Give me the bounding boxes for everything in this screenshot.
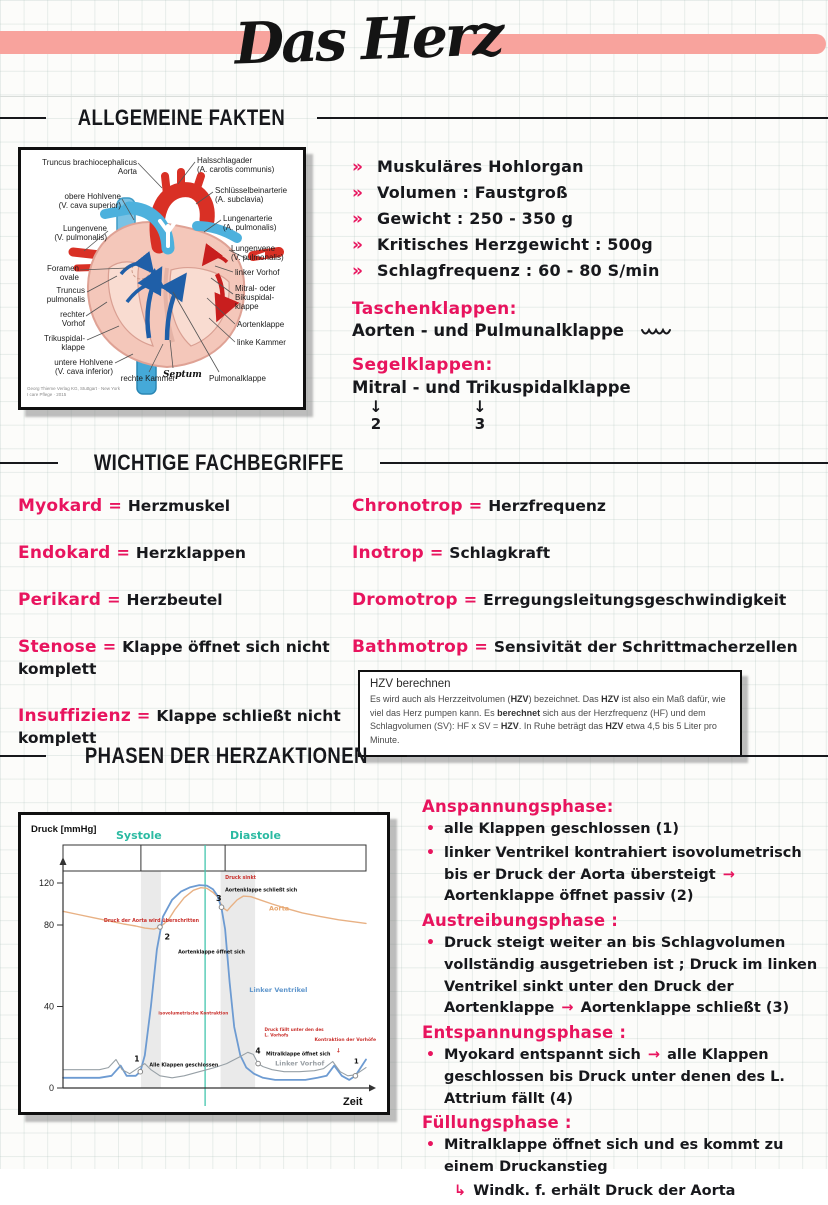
chart-annotation: Druck der Aorta wird überschritten bbox=[103, 918, 200, 924]
fact-item bbox=[352, 157, 812, 177]
equals-sign: = bbox=[474, 637, 488, 656]
leader-line bbox=[87, 276, 117, 292]
term-meaning: Herzbeutel bbox=[126, 591, 223, 609]
equals-sign: = bbox=[107, 590, 121, 609]
leader-line bbox=[115, 354, 133, 363]
header-rule-left bbox=[0, 755, 46, 757]
fact-text: Schlagfrequenz : 60 - 80 S/min bbox=[376, 261, 660, 280]
diagram-label-line: Truncus brachiocephalicus bbox=[42, 158, 137, 167]
phase-bullet bbox=[422, 1045, 824, 1110]
term-meaning: Klappe öffnet sich nicht komplett bbox=[18, 638, 330, 678]
diagram-label-line: (V. pulmonalis) bbox=[231, 253, 284, 263]
term-definition bbox=[18, 542, 363, 564]
diagram-label-line: Lungenarterie bbox=[223, 214, 273, 223]
section-title: ALLGEMEINE FAKTEN bbox=[77, 105, 286, 130]
figure-credit bbox=[27, 386, 120, 398]
term-word: Insuffizienz bbox=[18, 706, 131, 726]
diagram-label-line: (V. cava superior) bbox=[58, 201, 121, 211]
diagram-label-line: (V. pulmonalis) bbox=[54, 233, 107, 243]
diagram-label bbox=[231, 244, 303, 262]
diagram-label bbox=[237, 320, 303, 329]
fact-text: Gewicht : 250 - 350 g bbox=[376, 209, 574, 228]
event-marker-1 bbox=[353, 1074, 358, 1079]
chart-annotation: isovolumetrische Kontraktion bbox=[158, 1010, 229, 1016]
hzv-bold-text: HZV bbox=[500, 721, 519, 731]
phase-bullet-text: Myokard entspannt sich → alle Klappen geschlossen bis Druck unter denen des L. Attrium fällt (4) bbox=[443, 1047, 785, 1107]
bullet-dot-icon: • bbox=[426, 935, 435, 951]
term-definition bbox=[352, 589, 822, 611]
diagram-label bbox=[209, 374, 293, 383]
chart-annotation-line: Druck fällt unter den des bbox=[264, 1026, 324, 1032]
phase-bullet-text: Druck steigt weiter an bis Schlagvolumen vollständig ausgetrieben ist ; Druck im linken Ventrikel sinkt unter den Druck der Aortenklappe → Aortenklappe schließt (3) bbox=[443, 935, 818, 1017]
term-meaning: Sensivität der Schrittmacherzellen bbox=[493, 638, 798, 656]
phase-bullet-text: alle Klappen geschlossen (1) bbox=[443, 821, 680, 837]
chart-annotation: 4 bbox=[255, 1046, 261, 1056]
diastole-label: Diastole bbox=[230, 829, 281, 842]
title-decoration-bar-right bbox=[452, 34, 826, 54]
diagram-label-line: Trikuspidal- bbox=[43, 334, 85, 343]
down-arrow-icon: ↓ bbox=[473, 397, 487, 416]
equals-sign: = bbox=[108, 496, 122, 515]
header-rule-left bbox=[0, 117, 46, 119]
chevron-bullet-icon: » bbox=[352, 183, 363, 203]
diagram-label-line: linker Vorhof bbox=[235, 268, 280, 277]
term-definition bbox=[18, 636, 363, 680]
diagram-label-line: Lungenvene bbox=[62, 224, 107, 233]
arrow-icon: → bbox=[561, 1000, 574, 1017]
diagram-label-line: Bikuspidal- bbox=[235, 293, 275, 303]
chart-annotation: 1 bbox=[353, 1057, 359, 1066]
taschenklappen-value: Aorten - und Pulmunalklappe bbox=[352, 321, 625, 340]
chart-annotation: 2 bbox=[164, 932, 171, 942]
systole-label: Systole bbox=[116, 829, 162, 842]
term-meaning: Schlagkraft bbox=[449, 544, 551, 562]
fact-item bbox=[352, 183, 812, 203]
heart-anatomy-figure bbox=[18, 147, 306, 410]
diagram-label bbox=[23, 358, 113, 376]
diagram-label-line: untere Hohlvene bbox=[54, 358, 113, 367]
term-word: Myokard bbox=[18, 496, 103, 516]
arrow-icon: → bbox=[647, 1047, 661, 1063]
y-tick-label: 0 bbox=[48, 1083, 54, 1093]
term-word: Bathmotrop bbox=[352, 637, 469, 657]
chart-annotation: Aorta bbox=[269, 904, 290, 913]
term-meaning: Herzfrequenz bbox=[488, 497, 606, 515]
terms-column-right bbox=[352, 495, 822, 683]
chart-annotation: Aortenklappe schließt sich bbox=[225, 888, 298, 894]
bullet-dot-icon: • bbox=[426, 1047, 435, 1063]
chart-annotation: Linker Vorhof bbox=[275, 1059, 325, 1068]
leader-line bbox=[138, 163, 162, 188]
diagram-label bbox=[235, 268, 303, 277]
term-meaning: Erregungsleitungsgeschwindigkeit bbox=[483, 591, 787, 609]
diagram-label-line: Vorhof bbox=[61, 319, 85, 329]
credit-line: I care Pflege · 2015 bbox=[27, 391, 67, 397]
fact-text: Kritisches Herzgewicht : 500g bbox=[376, 235, 653, 254]
leader-line bbox=[173, 292, 219, 372]
chart-annotation: 1 bbox=[134, 1054, 140, 1064]
diagram-label-line: Mitral- oder bbox=[235, 284, 276, 293]
phase-title: Austreibungsphase : bbox=[422, 911, 618, 930]
equals-sign: = bbox=[102, 637, 117, 656]
chevron-bullet-icon: » bbox=[352, 209, 363, 229]
leader-line bbox=[86, 302, 107, 316]
diagram-label-line: pulmonalis bbox=[46, 295, 85, 305]
phase-title: Füllungsphase : bbox=[422, 1113, 572, 1133]
leader-line bbox=[122, 199, 134, 220]
event-marker-3 bbox=[219, 905, 224, 910]
phase-bullet-text: Mitralklappe öffnet sich und es kommt zu einem Druckanstieg bbox=[443, 1137, 784, 1175]
equals-sign: = bbox=[116, 543, 130, 562]
y-tick-label: 40 bbox=[43, 1001, 54, 1012]
diagram-label-line: Schlüsselbeinarterie bbox=[215, 186, 288, 195]
equals-sign: = bbox=[429, 543, 444, 562]
diagram-label bbox=[215, 186, 303, 204]
term-word: Chronotrop bbox=[352, 496, 463, 516]
hzv-title: HZV berechnen bbox=[370, 678, 451, 690]
event-marker-1 bbox=[138, 1069, 143, 1074]
chevron-bullet-icon: » bbox=[352, 261, 363, 281]
wiggers-diagram-figure bbox=[18, 812, 390, 1115]
bullet-dot-icon: • bbox=[426, 844, 435, 861]
diagram-label bbox=[197, 156, 301, 174]
leader-line bbox=[80, 268, 127, 270]
down-arrow-icon: ↓ bbox=[369, 397, 383, 416]
diagram-label bbox=[33, 310, 85, 328]
chart-annotation: Mitralklappe öffnet sich bbox=[266, 1052, 331, 1058]
diagram-label bbox=[23, 192, 121, 210]
diagram-label-line: Foramen bbox=[46, 264, 79, 273]
y-tick-label: 80 bbox=[43, 920, 54, 930]
hzv-bold-text: HZV bbox=[605, 721, 624, 731]
term-meaning: Herzmuskel bbox=[127, 497, 231, 515]
arrow-icon: → bbox=[722, 866, 735, 883]
diagram-label bbox=[235, 284, 303, 312]
event-marker-4 bbox=[256, 1061, 261, 1066]
term-definition bbox=[18, 589, 363, 611]
chart-y-axis-title: Druck [mmHg] bbox=[31, 824, 97, 835]
diagram-label-line: Aortenklappe bbox=[237, 320, 285, 329]
term-word: Stenose bbox=[18, 637, 97, 657]
chart-annotation: 3 bbox=[216, 893, 222, 903]
valve-squiggle-icon bbox=[640, 326, 674, 338]
y-tick-label: 120 bbox=[38, 878, 54, 888]
phase-title: Entspannungsphase : bbox=[422, 1023, 627, 1042]
valve-count-annotation bbox=[470, 399, 490, 432]
hzv-bold-text: berechnet bbox=[497, 707, 541, 718]
diagram-label-line: rechter bbox=[60, 310, 85, 319]
term-definition bbox=[352, 495, 822, 517]
header-rule-right bbox=[407, 755, 828, 757]
chart-annotation-line: L. Vorhofs bbox=[264, 1032, 289, 1038]
section-header-phasen bbox=[0, 743, 828, 769]
diagram-label-line: Pulmonalklappe bbox=[209, 374, 266, 383]
chevron-bullet-icon: » bbox=[352, 235, 363, 255]
diagram-label-line: ovale bbox=[59, 273, 79, 283]
diagram-label-line: Lungenvene bbox=[231, 244, 276, 253]
fact-text: Muskuläres Hohlorgan bbox=[376, 157, 584, 176]
segelklappen-text: Mitral - und Trikuspidalklappe bbox=[352, 378, 631, 397]
diagram-label-line: (A. pulmonalis) bbox=[223, 223, 277, 233]
taschenklappen-text bbox=[352, 321, 792, 340]
hzv-body: Es wird auch als Herzzeitvolumen (HZV) bezeichnet. Das HZV ist also ein Maß dafür, wie viel das Herz pumpen kann. Es berechnet sich aus der Herzfrequenz (HF) und dem Schlagvolumen (SV): HF x SV = HZV. In Ruhe beträgt das HZV etwa 4,5 bis 5 Liter pro Minute. bbox=[370, 694, 726, 745]
fact-item bbox=[352, 261, 812, 281]
hzv-bold-text: HZV bbox=[601, 694, 620, 704]
diagram-label bbox=[23, 286, 85, 304]
bullet-dot-icon: • bbox=[426, 1137, 435, 1154]
taschenklappen-heading: Taschenklappen: bbox=[352, 299, 517, 319]
diagram-label-line: Aorta bbox=[117, 167, 137, 177]
chart-annotation bbox=[265, 1027, 325, 1037]
diagram-label-line: klappe bbox=[235, 302, 259, 312]
leader-line bbox=[211, 278, 233, 294]
term-meaning: Herzklappen bbox=[135, 544, 246, 562]
diagram-label-line: Halsschlagader bbox=[197, 156, 253, 165]
header-rule-right bbox=[317, 117, 828, 119]
chart-annotation: Aortenklappe öffnet sich bbox=[178, 950, 245, 956]
phase-bullet bbox=[422, 819, 824, 841]
diagram-label bbox=[23, 334, 85, 352]
diagram-label bbox=[23, 158, 137, 176]
terms-column-left bbox=[18, 495, 363, 774]
diagram-label-line: klappe bbox=[61, 343, 85, 353]
phase-sub-note: ↳ Windk. f. erhält Druck der Aorta bbox=[454, 1182, 736, 1199]
section-title: WICHTIGE FACHBEGRIFFE bbox=[93, 450, 344, 475]
bullet-dot-icon: • bbox=[426, 821, 435, 837]
hzv-bold-text: HZV bbox=[510, 694, 529, 704]
phase-bullet bbox=[422, 933, 824, 1020]
event-marker-2 bbox=[158, 925, 163, 930]
phase-bullet bbox=[422, 1135, 824, 1179]
diagram-label-line: rechte Kammer bbox=[120, 374, 176, 383]
term-definition bbox=[18, 495, 363, 517]
fact-item bbox=[352, 209, 812, 229]
diagram-label-line: Truncus bbox=[56, 286, 85, 295]
fact-item bbox=[352, 235, 812, 255]
page-title: Das Herz bbox=[233, 1, 503, 78]
pressure-time-chart bbox=[21, 815, 387, 1112]
phase-bullet bbox=[422, 843, 824, 908]
diagram-label bbox=[23, 224, 107, 242]
leader-line bbox=[178, 162, 195, 184]
term-meaning: Klappe schließt nicht komplett bbox=[18, 707, 341, 747]
leader-line bbox=[215, 266, 233, 272]
segelklappen-heading: Segelklappen: bbox=[352, 355, 493, 375]
diagram-label-line: linke Kammer bbox=[237, 338, 286, 347]
leader-line bbox=[87, 326, 119, 340]
diagram-label bbox=[223, 214, 303, 232]
leader-line bbox=[209, 318, 235, 342]
phase-shading-band bbox=[221, 871, 256, 1088]
term-word: Inotrop bbox=[352, 543, 424, 563]
leader-line bbox=[196, 192, 213, 204]
leader-line bbox=[204, 220, 221, 232]
term-word: Perikard bbox=[18, 590, 102, 610]
credit-line: Georg Thieme Verlag KG, Stuttgart · New York bbox=[27, 386, 120, 391]
general-facts-list bbox=[352, 157, 812, 287]
term-definition bbox=[352, 636, 822, 658]
chart-annotation: Linker Ventrikel bbox=[249, 986, 308, 995]
term-definition bbox=[352, 542, 822, 564]
header-rule-left bbox=[0, 462, 58, 464]
arrow-icon: ↳ bbox=[454, 1182, 467, 1199]
diagram-label bbox=[23, 264, 79, 282]
chart-annotation: Druck sinkt bbox=[225, 875, 256, 881]
chevron-bullet-icon: » bbox=[352, 157, 363, 177]
chart-annotation: ↓ bbox=[335, 1047, 341, 1055]
segelklappen-arrows bbox=[352, 399, 652, 445]
diagram-label bbox=[237, 338, 303, 347]
term-word: Endokard bbox=[18, 543, 111, 563]
diagram-label-line: obere Hohlvene bbox=[64, 192, 121, 201]
divider-line bbox=[0, 96, 828, 97]
phase-title: Anspannungsphase: bbox=[422, 797, 614, 816]
valve-count: 2 bbox=[370, 415, 382, 433]
equals-sign: = bbox=[136, 706, 151, 725]
diagram-label-line: (V. cava inferior) bbox=[55, 367, 113, 377]
section-header-allgemeine-fakten bbox=[0, 105, 828, 131]
phase-band-box bbox=[63, 845, 366, 871]
septum-label: Septum bbox=[163, 370, 202, 380]
diagram-label-line: (A. carotis communis) bbox=[197, 165, 275, 175]
phase-bullet-text: linker Ventrikel kontrahiert isovolumetrisch bis er Druck der Aorta übersteigt → Aortenklappe öffnet passiv (2) bbox=[443, 844, 802, 905]
chart-annotation: Kontraktion der Vorhöfe bbox=[314, 1038, 377, 1044]
chart-x-axis-title: Zeit bbox=[343, 1096, 363, 1108]
diagram-label-line: (A. subclavia) bbox=[215, 195, 264, 205]
leader-line bbox=[170, 340, 173, 368]
chart-annotation: Alle Klappen geschlossen bbox=[149, 1063, 219, 1069]
section-header-fachbegriffe bbox=[0, 450, 828, 476]
series-linker-ventrikel bbox=[63, 885, 366, 1080]
fact-text: Volumen : Faustgroß bbox=[376, 183, 568, 202]
header-rule-right bbox=[380, 462, 828, 464]
equals-sign: = bbox=[468, 496, 483, 515]
phases-descriptions bbox=[422, 794, 824, 1205]
leader-line bbox=[149, 344, 163, 372]
valve-count: 3 bbox=[474, 415, 486, 433]
equals-sign: = bbox=[463, 590, 478, 609]
section-title: PHASEN DER HERZAKTIONEN bbox=[84, 743, 368, 768]
valve-count-annotation bbox=[366, 399, 386, 432]
term-word: Dromotrop bbox=[352, 590, 458, 610]
